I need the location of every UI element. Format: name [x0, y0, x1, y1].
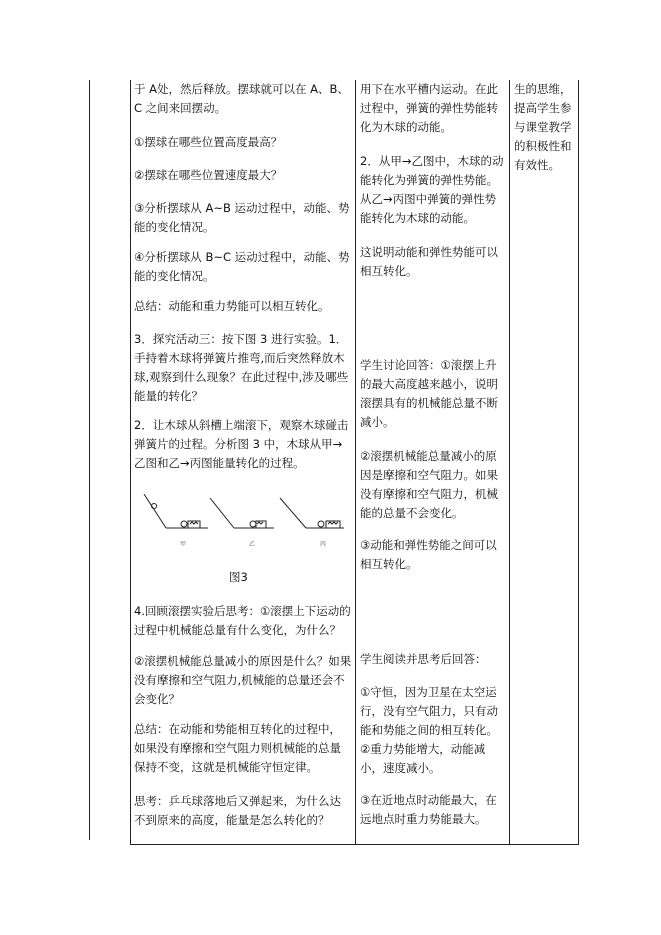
question-3: ③分析摆球从 A~B 运动过程中，动能、势能的变化情况。 [134, 201, 350, 234]
left-margin-rule [89, 80, 90, 840]
question-2: ②摆球在哪些位置速度最大？ [134, 168, 283, 182]
figure-label-yi: 乙 [249, 541, 256, 548]
review-question-1: 4.回顾滚摆实验后思考：①滚摆上下运动的过程中机械能总量有什么变化，为什么？ [134, 604, 351, 637]
review-question-2: ②滚摆机械能总量减小的原因是什么？如果没有摩擦和空气阻力,机械能的总量还会不会变化？ [134, 654, 352, 706]
design-intent-text: 生的思维，提高学生参与课堂教学的积极性和有效性。 [514, 82, 572, 172]
question-4: ④分析摆球从 B~C 运动过程中，动能、势能的变化情况。 [134, 250, 350, 283]
figure-label-jia: 甲 [180, 541, 187, 548]
table-right-border [578, 80, 579, 845]
question-1: ①摆球在哪些位置高度最高？ [134, 135, 283, 149]
figure-panel-yi [210, 498, 274, 528]
column-divider-1 [355, 80, 356, 845]
answer-2: 2．从甲→乙图中，木球的动能转化为弹簧的弹性势能。从乙→丙图中弹簧的弹性势能转化为木球的动能。 [360, 154, 504, 225]
reading-answer-3: ③在近地点时动能最大，在远地点时重力势能最大。 [360, 793, 497, 826]
table-bottom-border [130, 844, 579, 845]
paragraph: 用下在水平槽内运动。在此过程中，弹簧的弹性势能转化为木球的动能。 [360, 82, 498, 134]
answer-conclusion: 这说明动能和弹性势能可以相互转化。 [360, 245, 498, 278]
reading-prompt: 学生阅读并思考后回答： [360, 652, 487, 666]
discussion-answer-2: ②滚摆机械能总量减小的原因是摩擦和空气阻力。如果没有摩擦和空气阻力，机械能的总量不会变化。 [360, 449, 498, 520]
discussion-answer-3: ③动能和弹性势能之间可以相互转化。 [360, 538, 497, 571]
reading-answer-2: ②重力势能增大，动能减小，速度减小。 [360, 742, 486, 775]
thinking-question: 思考：乒乓球落地后又弹起来，为什么达不到原来的高度，能量是怎么转化的？ [134, 794, 341, 827]
figure-label-bing: 丙 [320, 541, 327, 548]
discussion-answer-1: 学生讨论回答：①滚摆上升的最大高度越来越小，说明滚摆具有的机械能总量不断减小。 [360, 358, 498, 429]
figure-caption: 图3 [229, 570, 248, 584]
reading-answer-1: ①守恒，因为卫星在太空运行，没有空气阻力，只有动能和势能之间的相互转化。 [360, 685, 498, 737]
figure-panel-bing [280, 498, 344, 528]
figure-panel-jia [144, 494, 208, 528]
activity-3: 3．探究活动三：按下图 3 进行实验。1．手持着木球将弹簧片推弯,而后突然释放木球,观察到什么现象？在此过程中,涉及哪些能量的转化？ [134, 332, 349, 403]
summary-2: 总结：在动能和势能相互转化的过程中，如果没有摩擦和空气阻力则机械能的总量保持不变，这就是机械能守恒定律。 [134, 722, 341, 774]
column-divider-2 [509, 80, 510, 845]
activity-3-step-2: 2．让木球从斜槽上端滚下，观察木球碰击弹簧片的过程。分析图 3 中，木球从甲→乙图和乙→丙图能量转化的过程。 [134, 418, 349, 470]
table-left-border [130, 80, 131, 845]
paragraph: 于 A处，然后释放。摆球就可以在 A、B、C 之间来回摆动。 [134, 82, 349, 115]
summary-1: 总结：动能和重力势能可以相互转化。 [134, 299, 330, 313]
